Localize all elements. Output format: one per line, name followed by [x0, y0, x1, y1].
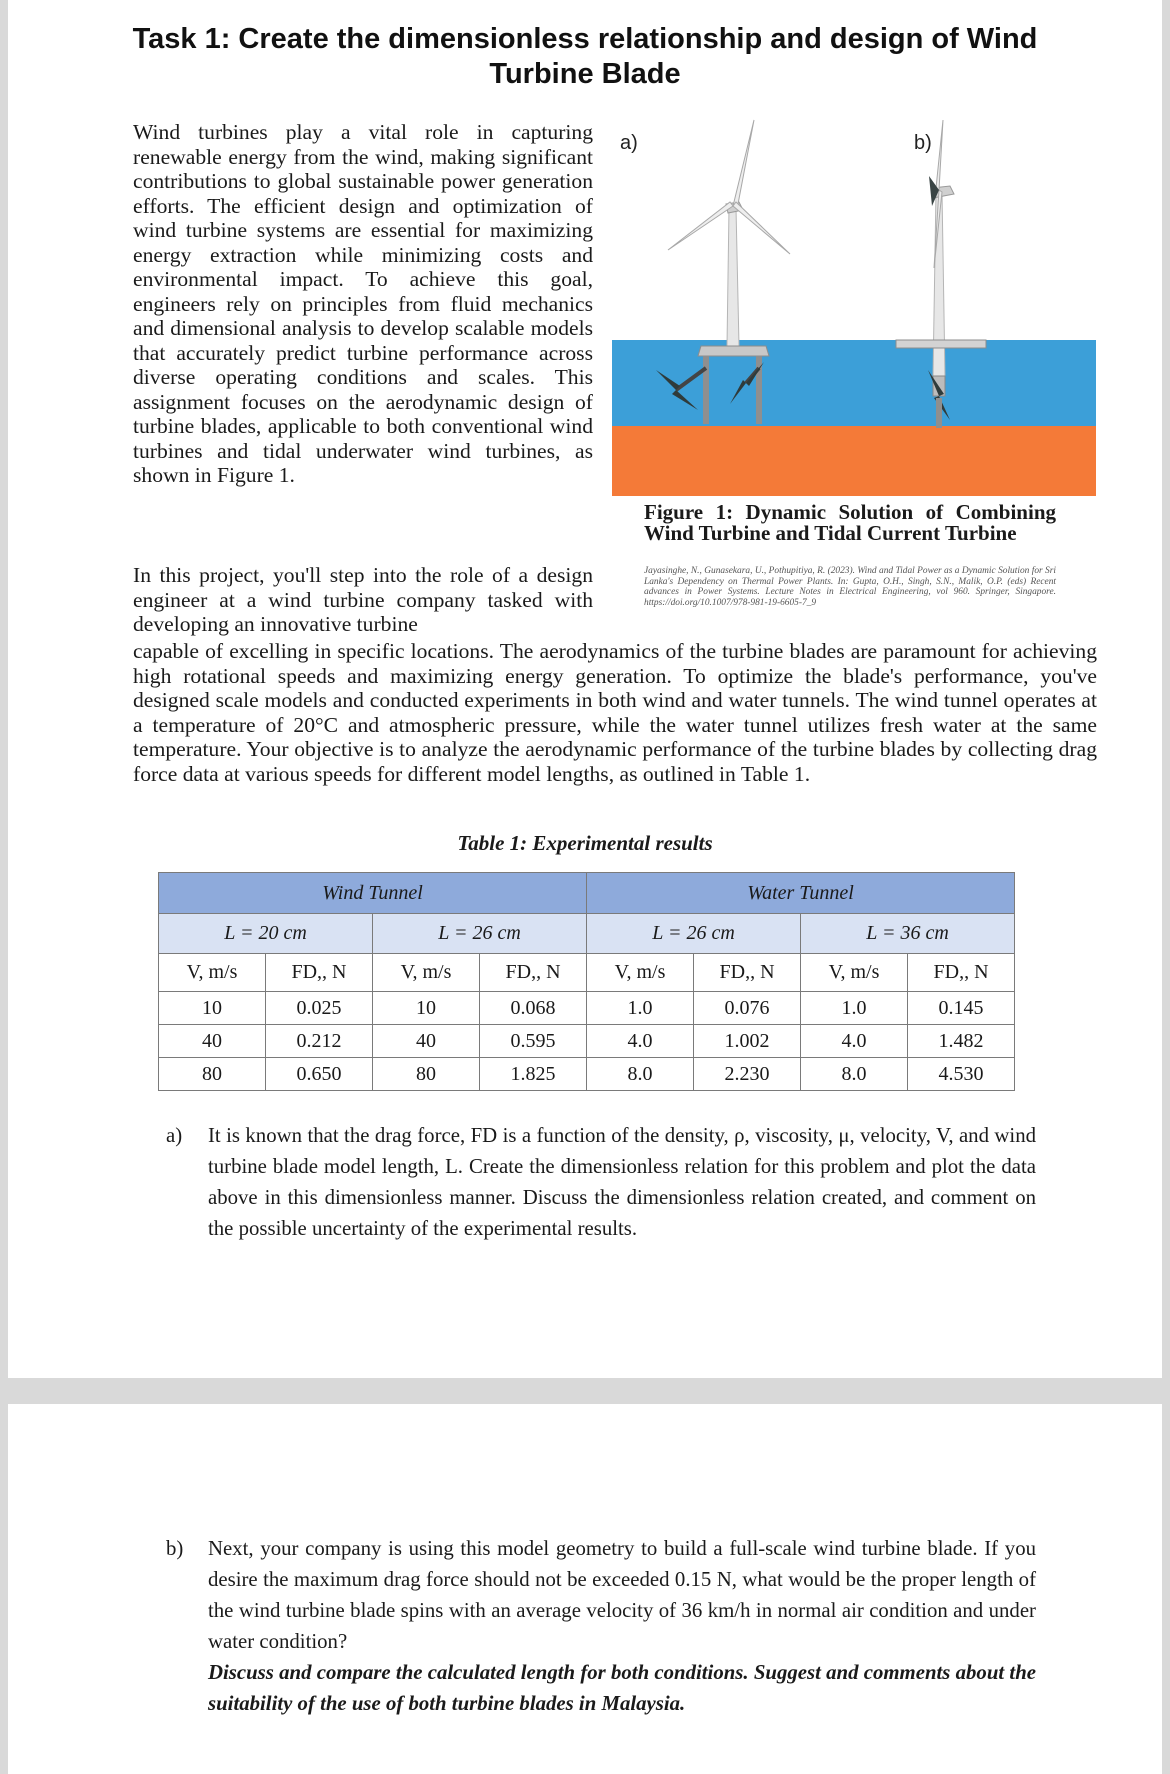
experimental-results-table — [158, 872, 1015, 1091]
turbine-illustration — [606, 118, 1096, 496]
table-caption: Table 1: Experimental results — [457, 831, 713, 855]
question-a-text: It is known that the drag force, FD is a function of the density, ρ, viscosity, μ, velocity, V, and wind turbine blade model length, L. Create the dimensionless relation for this problem and plot the data above in this dimensionless manner. Discuss the dimensionless relation created, and comment on the possible uncertainty of the experimental results. — [208, 1124, 1036, 1240]
table-cell: 40 — [159, 1025, 266, 1058]
velocity-column-header: V, m/s — [373, 954, 480, 992]
table-cell: 0.595 — [480, 1025, 587, 1058]
table-cell: 0.145 — [908, 992, 1015, 1025]
project-paragraph-rest: capable of excelling in specific locations. The aerodynamics of the turbine blades are paramount for achieving high rotational speeds and maximizing energy generation. To optimize the blade's performance, you've designed scale models and conducted experiments in both wind and water tunnels. The wind tunnel operates at a temperature of 20°C and atmospheric pressure, while the water tunnel utilizes fresh water at the same temperature. Your objective is to analyze the aerodynamic performance of the turbine blades by collecting drag force data at various speeds for different model lengths, as outlined in Table 1. — [133, 639, 1097, 786]
question-a — [166, 1120, 1036, 1244]
table-cell: 80 — [159, 1058, 266, 1091]
table-row — [159, 992, 1015, 1025]
question-b-text: Next, your company is using this model geometry to build a full-scale wind turbine blade. If you desire the maximum drag force should not be exceeded 0.15 N, what would be the proper length of the wind turbine blade spins with an average velocity of 36 km/h in normal air condition and under water condition? — [208, 1537, 1036, 1653]
table-row — [159, 1058, 1015, 1091]
table-cell: 4.0 — [587, 1025, 694, 1058]
velocity-column-header: V, m/s — [801, 954, 908, 992]
figure-caption: Figure 1: Dynamic Solution of Combining Wind Turbine and Tidal Current Turbine — [644, 500, 1056, 545]
intro-paragraph: Wind turbines play a vital role in capturing renewable energy from the wind, making significant contributions to global sustainable power generation efforts. The efficient design and optimization of wind turbine systems are essential for maximizing energy extraction while minimizing costs and environmental impact. To achieve this goal, engineers rely on principles from fluid mechanics and dimensional analysis to develop scalable models that accurately predict turbine performance across diverse operating conditions and scales. This assignment focuses on the aerodynamic design of turbine blades, applicable to both conventional wind turbines and tidal underwater wind turbines, as shown in Figure 1. — [133, 120, 593, 487]
title-line-2: Turbine Blade — [489, 58, 681, 90]
figure-turbines — [606, 118, 1096, 496]
question-b — [166, 1533, 1036, 1719]
length-header: L = 26 cm — [373, 914, 587, 954]
figure-label-b: b) — [914, 132, 932, 154]
table-cell: 1.482 — [908, 1025, 1015, 1058]
table-cell: 4.530 — [908, 1058, 1015, 1091]
wind-tunnel-header: Wind Tunnel — [159, 873, 587, 914]
velocity-column-header: V, m/s — [587, 954, 694, 992]
drag-force-column-header: FD,, N — [266, 954, 373, 992]
table-cell: 8.0 — [801, 1058, 908, 1091]
figure-citation: Jayasinghe, N., Gunasekara, U., Pothupitiya, R. (2023). Wind and Tidal Power as a Dynamic Solution for Sri Lanka's Dependency on Thermal Power Plants. In: Gupta, O.H., Singh, S.N., Malik, O.P. (eds) Recent advances in Power Systems. Lecture Notes in Electrical Engineering, vol 960. Springer, Singapore. https://doi.org/10.1007/978-981-19-6605-7_9 — [644, 566, 1056, 608]
table-cell: 1.0 — [587, 992, 694, 1025]
task-title — [38, 22, 1132, 92]
table-cell: 1.002 — [694, 1025, 801, 1058]
table-cell: 1.825 — [480, 1058, 587, 1091]
table-cell: 0.076 — [694, 992, 801, 1025]
question-a-marker: a) — [166, 1124, 183, 1147]
document-page-1 — [8, 0, 1162, 1378]
question-b-emphasis: Discuss and compare the calculated length for both conditions. Suggest and comments about the suitability of the use of both turbine blades in Malaysia. — [208, 1661, 1036, 1715]
table-cell: 0.068 — [480, 992, 587, 1025]
project-paragraph-start: In this project, you'll step into the role of a design engineer at a wind turbine company tasked with developing an innovative turbine — [133, 563, 593, 636]
velocity-column-header: V, m/s — [159, 954, 266, 992]
table-cell: 2.230 — [694, 1058, 801, 1091]
table-cell: 8.0 — [587, 1058, 694, 1091]
table-cell: 1.0 — [801, 992, 908, 1025]
drag-force-column-header: FD,, N — [908, 954, 1015, 992]
table-cell: 4.0 — [801, 1025, 908, 1058]
drag-force-column-header: FD,, N — [694, 954, 801, 992]
table-cell: 10 — [159, 992, 266, 1025]
table-cell: 10 — [373, 992, 480, 1025]
length-header: L = 20 cm — [159, 914, 373, 954]
table-cell: 80 — [373, 1058, 480, 1091]
table-cell: 0.212 — [266, 1025, 373, 1058]
length-header: L = 36 cm — [801, 914, 1015, 954]
water-tunnel-header: Water Tunnel — [587, 873, 1015, 914]
length-header: L = 26 cm — [587, 914, 801, 954]
table-row — [159, 1025, 1015, 1058]
drag-force-column-header: FD,, N — [480, 954, 587, 992]
question-b-marker: b) — [166, 1537, 184, 1560]
document-page-2 — [8, 1404, 1162, 1774]
table-cell: 0.025 — [266, 992, 373, 1025]
table-cell: 0.650 — [266, 1058, 373, 1091]
seabed-area — [612, 426, 1096, 496]
table-cell: 40 — [373, 1025, 480, 1058]
title-line-1: Task 1: Create the dimensionless relationship and design of Wind — [132, 23, 1038, 55]
figure-label-a: a) — [620, 132, 638, 154]
